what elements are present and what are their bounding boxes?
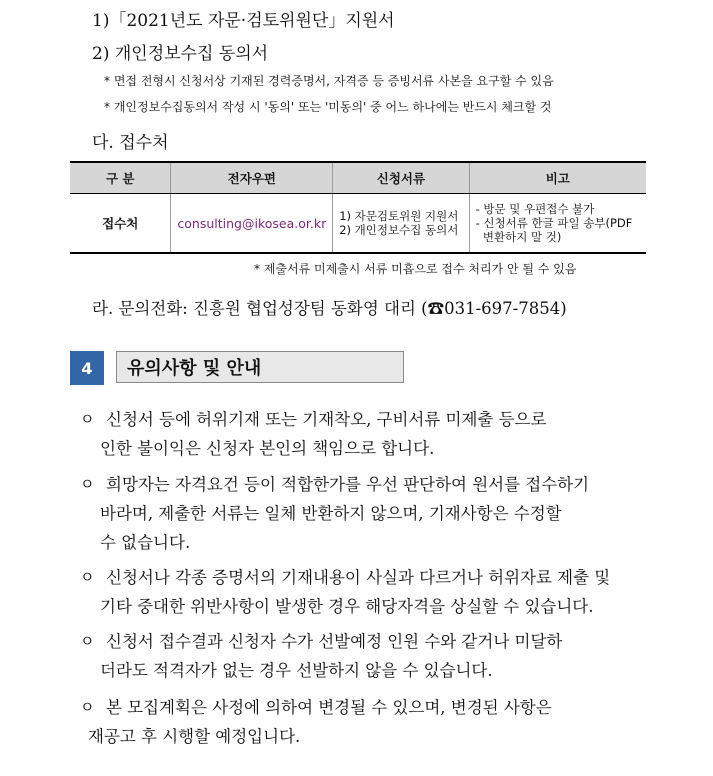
header-remarks: 비고 — [469, 162, 646, 194]
table-header-row — [70, 162, 646, 194]
bullet-mark: ㅇ — [80, 632, 95, 650]
bullet-mark: ㅇ — [80, 568, 95, 586]
bullet-line: 인한 불이익은 신청자 본인의 책임으로 합니다. — [100, 439, 435, 458]
section-title: 유의사항 및 안내 — [116, 351, 404, 383]
bullet-line: 더라도 적격자가 없는 경우 선발하지 않을 수 있습니다. — [100, 661, 493, 680]
bullet-line: 재공고 후 시행할 예정입니다. — [88, 727, 301, 746]
reception-heading: 다. 접수처 — [92, 133, 169, 153]
email-link[interactable]: consulting@ikosea.or.kr — [171, 194, 333, 254]
bullet-line: 기타 중대한 위반사항이 발생한 경우 해당자격을 상실할 수 있습니다. — [100, 597, 594, 616]
bullet-line: 신청서 접수결과 신청자 수가 선발예정 인원 수와 같거나 미달하 — [106, 632, 563, 651]
bullet-line: 신청서 등에 허위기재 또는 기재착오, 구비서류 미제출 등으로 — [106, 410, 547, 429]
header-email: 전자우편 — [171, 162, 333, 194]
notice-bullet-2 — [80, 470, 640, 557]
reception-footnote: * 제출서류 미제출시 서류 미흡으로 접수 처리가 안 될 수 있음 — [254, 262, 577, 276]
bullet-mark: ㅇ — [80, 698, 95, 716]
document-item: 2) 개인정보수집 동의서 — [339, 223, 459, 237]
remark-item: 변환하지 말 것) — [475, 230, 562, 244]
note-interview-documents: * 면접 전형시 신청서상 기재된 경력증명서, 자격증 등 증빙서류 사본을 요구할 수 있음 — [104, 74, 554, 88]
note-consent-check: * 개인정보수집동의서 작성 시 '동의' 또는 '미동의' 중 어느 하나에는 반드시 체크할 것 — [104, 100, 552, 114]
attachment-item-application: 1)「2021년도 자문·검토위원단」지원서 — [92, 11, 395, 31]
bullet-mark: ㅇ — [80, 475, 95, 493]
attachment-item-consent: 2) 개인정보수집 동의서 — [92, 44, 269, 64]
table-row — [70, 194, 646, 254]
bullet-mark: ㅇ — [80, 410, 95, 428]
notice-bullet-4 — [80, 627, 640, 685]
header-documents: 신청서류 — [333, 162, 469, 194]
notice-bullet-1 — [80, 405, 640, 463]
bullet-line: 수 없습니다. — [100, 533, 191, 552]
bullet-line: 바라며, 제출한 서류는 일체 반환하지 않으며, 기재사항은 수정할 — [100, 504, 562, 523]
bullet-line: 희망자는 자격요건 등이 적합한가를 우선 판단하여 원서를 접수하기 — [106, 475, 590, 494]
document-item: 1) 자문검토위원 지원서 — [339, 209, 459, 223]
remark-item: - 신청서류 한글 파일 송부(PDF — [475, 216, 633, 230]
notice-bullet-3 — [80, 563, 640, 621]
remarks-cell — [469, 194, 646, 254]
header-category: 구 분 — [70, 162, 171, 194]
notice-bullet-5 — [80, 693, 640, 751]
section-number-badge: 4 — [70, 351, 104, 385]
bullet-line: 신청서나 각종 증명서의 기재내용이 사실과 다르거나 허위자료 제출 및 — [106, 568, 611, 587]
reception-table — [70, 161, 646, 254]
bullet-line: 본 모집계획은 사정에 의하여 변경될 수 있으며, 변경된 사항은 — [106, 698, 552, 717]
remark-item: - 방문 및 우편접수 불가 — [475, 202, 595, 216]
inquiry-contact: 라. 문의전화: 진흥원 협업성장팀 동화영 대리 (☎031-697-7854) — [92, 299, 567, 318]
documents-cell — [333, 194, 469, 254]
row-label: 접수처 — [70, 194, 171, 254]
